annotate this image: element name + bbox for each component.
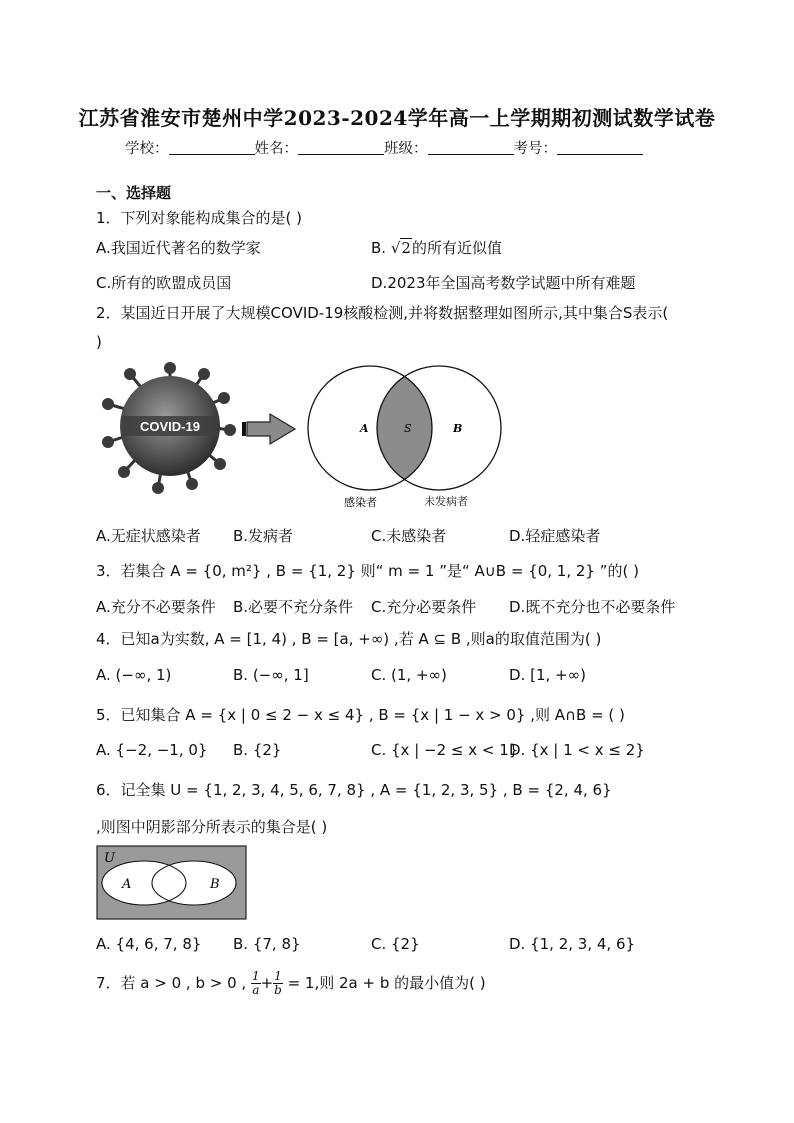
q4-option-d: D. [1, +∞) xyxy=(509,666,586,684)
number-label: 考号： xyxy=(513,141,557,157)
venn-u-label: U xyxy=(104,851,115,866)
venn-caption-asymptomatic-text: 未发病者 xyxy=(424,495,468,508)
q5-option-a: A. {−2, −1, 0} xyxy=(96,741,208,759)
q4-stem: 4．已知a为实数, A = [1, 4) , B = [a, +∞) ,若 A ⊆ B ,则a的取值范围为( ) xyxy=(96,630,602,648)
school-label: 学校： xyxy=(125,141,169,157)
number-blank[interactable] xyxy=(557,140,643,155)
q6-stem-line1: 6．记全集 U = {1, 2, 3, 4, 5, 6, 7, 8} , A = {1, 2, 3, 5} , B = {2, 4, 6} xyxy=(96,781,612,799)
q7-stem-post: = 1,则 2a + b 的最小值为( ) xyxy=(287,974,486,992)
q6-venn-diagram xyxy=(96,845,248,921)
virus-label: COVID-19 xyxy=(140,419,200,434)
q1-option-d: D.2023年全国高考数学试题中所有难题 xyxy=(371,274,636,292)
fraction-1-over-a: $\frac{1}{a}$ xyxy=(251,969,260,997)
q6-option-d: D. {1, 2, 3, 4, 6} xyxy=(509,935,636,953)
q3-option-a: A.充分不必要条件 xyxy=(96,598,216,616)
q6-option-b: B. {7, 8} xyxy=(233,935,301,953)
q1-option-c: C.所有的欧盟成员国 xyxy=(96,274,232,292)
sqrt-symbol: √2 xyxy=(390,239,411,257)
q5-option-b: B. {2} xyxy=(233,741,282,759)
venn-label-s: S xyxy=(404,422,412,435)
q3-stem: 3．若集合 A = {0, m²} , B = {1, 2} 则“ m = 1 ”是“ A∪B = {0, 1, 2} ”的( ) xyxy=(96,562,639,580)
q1-stem: 1．下列对象能构成集合的是( ) xyxy=(96,209,303,227)
class-blank[interactable] xyxy=(428,140,514,155)
q4-option-b: B. (−∞, 1] xyxy=(233,666,309,684)
q2-option-b: B.发病者 xyxy=(233,527,294,545)
q3-option-d: D.既不充分也不必要条件 xyxy=(509,598,676,616)
q2-venn-diagram xyxy=(300,360,520,520)
name-label: 姓名： xyxy=(254,141,298,157)
q7-stem: 7．若 a > 0 , b > 0 , $\frac{1}{a}$ + $\frac{1}{b}$ = 1,则 2a + b 的最小值为( ) xyxy=(96,969,486,997)
venn-label-b: B xyxy=(453,422,463,435)
school-blank[interactable] xyxy=(169,140,255,155)
venn-b-label: B xyxy=(210,877,220,892)
q2-option-d: D.轻症感染者 xyxy=(509,527,601,545)
q1-option-a: A.我国近代著名的数学家 xyxy=(96,239,261,257)
q5-option-d: D. {x | 1 < x ≤ 2} xyxy=(509,741,645,759)
q2-stem-line2: ) xyxy=(96,333,102,351)
page-title: 江苏省淮安市楚州中学2023-2024学年高一上学期期初测试数学试卷 xyxy=(78,106,716,130)
q3-option-c: C.充分必要条件 xyxy=(371,598,477,616)
q6-option-c: C. {2} xyxy=(371,935,420,953)
q1-option-b: B. √2的所有近似值 xyxy=(371,239,502,257)
q7-stem-pre: 7．若 a > 0 , b > 0 , xyxy=(96,974,247,992)
venn-label-a: A xyxy=(360,422,369,435)
student-info-line xyxy=(125,137,643,158)
covid-virus-figure xyxy=(100,360,300,500)
q6-stem-line2: ,则图中阴影部分所表示的集合是( ) xyxy=(96,818,328,836)
venn-caption-infected: 感染者 xyxy=(344,496,377,509)
name-blank[interactable] xyxy=(298,140,384,155)
class-label: 班级： xyxy=(384,141,428,157)
q2-option-c: C.未感染者 xyxy=(371,527,447,545)
q4-option-c: C. (1, +∞) xyxy=(371,666,447,684)
fraction-1-over-b: $\frac{1}{b}$ xyxy=(274,969,282,997)
section-heading: 一、选择题 xyxy=(96,184,172,202)
q6-option-a: A. {4, 6, 7, 8} xyxy=(96,935,202,953)
q5-stem: 5．已知集合 A = {x | 0 ≤ 2 − x ≤ 4} , B = {x | 1 − x > 0} ,则 A∩B = ( ) xyxy=(96,706,625,724)
arrow-right-icon xyxy=(242,414,295,444)
q5-option-c: C. {x | −2 ≤ x < 1} xyxy=(371,741,519,759)
q3-option-b: B.必要不充分条件 xyxy=(233,598,354,616)
q4-option-a: A. (−∞, 1) xyxy=(96,666,172,684)
q2-option-a: A.无症状感染者 xyxy=(96,527,201,545)
venn-a-label: A xyxy=(122,877,132,892)
q2-stem-line1: 2．某国近日开展了大规模COVID-19核酸检测,并将数据整理如图所示,其中集合S表示( xyxy=(96,304,669,322)
